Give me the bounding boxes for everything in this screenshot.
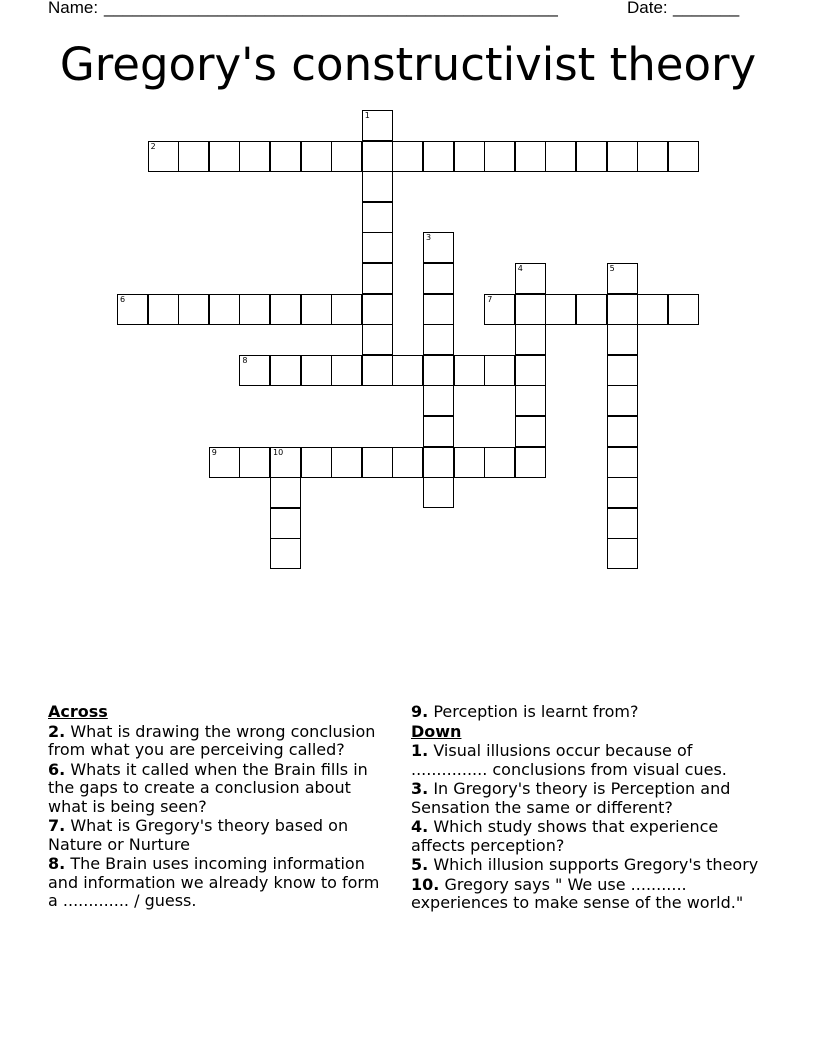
crossword-cell[interactable] (301, 447, 332, 478)
crossword-cell[interactable] (484, 141, 515, 172)
crossword-cell[interactable] (209, 294, 240, 325)
crossword-cell[interactable] (362, 324, 393, 355)
crossword-cell[interactable] (454, 141, 485, 172)
crossword-cell[interactable] (607, 447, 638, 478)
crossword-cell[interactable] (392, 141, 423, 172)
crossword-cell[interactable] (484, 355, 515, 386)
crossword-cell[interactable] (515, 263, 546, 294)
crossword-cell[interactable] (607, 294, 638, 325)
crossword-cell[interactable] (178, 141, 209, 172)
crossword-cell[interactable] (423, 294, 454, 325)
clue-number: 5 (609, 264, 615, 273)
crossword-cell[interactable] (362, 110, 393, 141)
date-field[interactable]: _______ (673, 0, 740, 17)
crossword-cell[interactable] (423, 447, 454, 478)
crossword-cell[interactable] (270, 141, 301, 172)
crossword-cell[interactable] (362, 294, 393, 325)
crossword-cell[interactable] (607, 141, 638, 172)
crossword-cell[interactable] (362, 263, 393, 294)
crossword-cell[interactable] (454, 447, 485, 478)
crossword-cell[interactable] (484, 447, 515, 478)
crossword-cell[interactable] (209, 141, 240, 172)
crossword-cell[interactable] (637, 141, 668, 172)
crossword-cell[interactable] (545, 141, 576, 172)
crossword-cell[interactable] (301, 294, 332, 325)
page-title: Gregory's constructivist theory (59, 38, 757, 91)
crossword-cell[interactable] (270, 294, 301, 325)
crossword-cell[interactable] (607, 538, 638, 569)
crossword-cell[interactable] (331, 447, 362, 478)
clue-number: 7 (487, 294, 493, 304)
crossword-cell[interactable] (515, 385, 546, 416)
crossword-cell[interactable] (607, 508, 638, 539)
clues-right-column (411, 703, 771, 914)
crossword-cell[interactable] (607, 324, 638, 355)
crossword-cell[interactable] (270, 538, 301, 569)
crossword-cell[interactable] (148, 141, 179, 172)
crossword-cell[interactable] (423, 355, 454, 386)
crossword-cell[interactable] (607, 355, 638, 386)
name-label: Name: (48, 0, 99, 17)
crossword-cell[interactable] (270, 447, 301, 478)
crossword-cell[interactable] (270, 508, 301, 539)
across-heading: Across (48, 702, 108, 721)
clue-number: 6 (120, 294, 126, 304)
crossword-cell[interactable] (515, 324, 546, 355)
crossword-cell[interactable] (362, 141, 393, 172)
clue-number: 3 (426, 233, 432, 243)
crossword-cell[interactable] (454, 355, 485, 386)
down-heading: Down (411, 721, 462, 741)
clue-number: 10 (273, 447, 284, 457)
clue-number: 9 (211, 447, 217, 457)
crossword-cell[interactable] (239, 141, 270, 172)
crossword-cell[interactable] (607, 477, 638, 508)
clue-down-5: 5. Which illusion supports Gregory's theory (411, 855, 759, 874)
clue-across-2: 2. What is drawing the wrong conclusion from what you are perceiving called? (48, 721, 376, 759)
crossword-cell[interactable] (484, 294, 515, 325)
crossword-cell[interactable] (362, 232, 393, 263)
clue-down-1: 1. Visual illusions occur because of ............... conclusions from visual cues. (411, 741, 727, 779)
crossword-cell[interactable] (362, 202, 393, 233)
clue-number: 4 (517, 264, 523, 273)
clue-number: 2 (150, 141, 156, 151)
clues-left-column (48, 703, 393, 912)
crossword-cell[interactable] (301, 355, 332, 386)
crossword-cell[interactable] (423, 477, 454, 508)
name-field[interactable]: ________________________________________________ (104, 0, 558, 17)
clue-down-4: 4. Which study shows that experience affects perception? (411, 817, 719, 855)
crossword-cell[interactable] (209, 447, 240, 478)
crossword-cell[interactable] (270, 477, 301, 508)
crossword-cell[interactable] (362, 447, 393, 478)
crossword-cell[interactable] (239, 355, 270, 386)
clue-across-8: 8. The Brain uses incoming information and information we already know to form a ............. / guess. (48, 854, 380, 910)
crossword-cell[interactable] (576, 141, 607, 172)
clue-across-6: 6. Whats it called when the Brain fills in the gaps to create a conclusion about what is being seen? (48, 759, 368, 816)
crossword-cell[interactable] (331, 141, 362, 172)
crossword-cell[interactable] (423, 263, 454, 294)
date-label: Date: (627, 0, 668, 17)
crossword-cell[interactable] (117, 294, 148, 325)
crossword-cell[interactable] (423, 385, 454, 416)
clue-number: 1 (364, 111, 370, 120)
crossword-cell[interactable] (423, 324, 454, 355)
clue-down-3: 3. In Gregory's theory is Perception and Sensation the same or different? (411, 779, 731, 817)
crossword-cell[interactable] (637, 294, 668, 325)
crossword-cell[interactable] (607, 263, 638, 294)
crossword-cell[interactable] (423, 141, 454, 172)
crossword-cell[interactable] (607, 385, 638, 416)
clue-down-10: 10. Gregory says " We use ........... experiences to make sense of the world." (411, 874, 744, 912)
crossword-cell[interactable] (331, 294, 362, 325)
crossword-cell[interactable] (607, 416, 638, 447)
crossword-cell[interactable] (423, 232, 454, 263)
crossword-cell[interactable] (576, 294, 607, 325)
crossword-cell[interactable] (515, 447, 546, 478)
crossword-cell[interactable] (362, 355, 393, 386)
crossword-cell[interactable] (148, 294, 179, 325)
crossword-cell[interactable] (392, 447, 423, 478)
clue-number: 8 (242, 355, 248, 365)
crossword-cell[interactable] (362, 171, 393, 202)
crossword-cell[interactable] (392, 355, 423, 386)
crossword-cell[interactable] (515, 416, 546, 447)
crossword-cell[interactable] (423, 416, 454, 447)
crossword-cell[interactable] (515, 294, 546, 325)
crossword-cell[interactable] (668, 294, 699, 325)
crossword-cell[interactable] (178, 294, 209, 325)
clue-across-7: 7. What is Gregory's theory based on Nature or Nurture (48, 816, 349, 854)
crossword-cell[interactable] (331, 355, 362, 386)
clue-across-9: 9. Perception is learnt from? (411, 702, 639, 721)
crossword-cell[interactable] (301, 141, 332, 172)
crossword-cell[interactable] (515, 355, 546, 386)
crossword-cell[interactable] (545, 294, 576, 325)
crossword-cell[interactable] (270, 355, 301, 386)
crossword-cell[interactable] (668, 141, 699, 172)
crossword-cell[interactable] (239, 294, 270, 325)
crossword-cell[interactable] (239, 447, 270, 478)
crossword-cell[interactable] (515, 141, 546, 172)
